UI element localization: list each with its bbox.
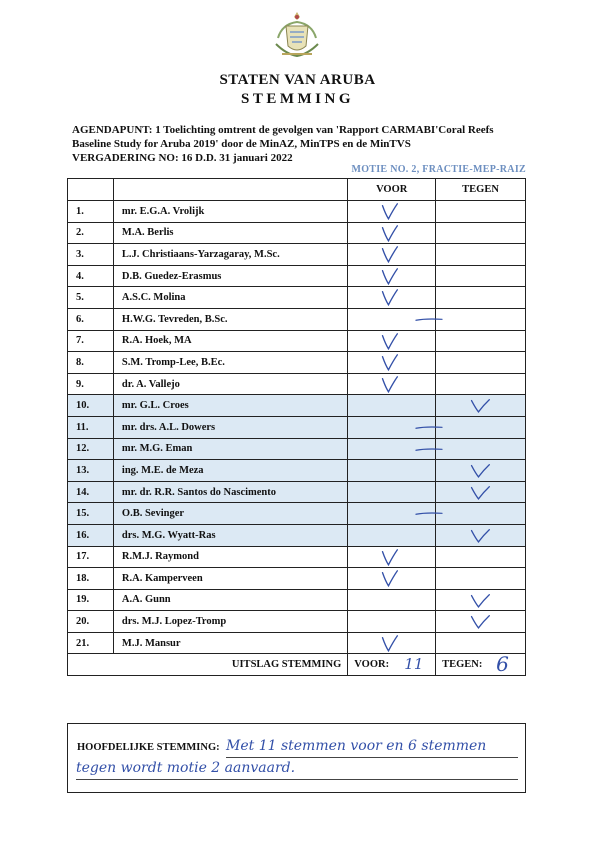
row-number: 1.	[68, 201, 114, 223]
tegen-checkmark-icon	[436, 611, 525, 632]
voor-checkmark-icon	[348, 244, 435, 265]
row-number: 2.	[68, 222, 114, 244]
voor-checkmark-icon	[348, 201, 435, 222]
tegen-cell	[436, 330, 526, 352]
row-number: 21.	[68, 632, 114, 654]
tegen-cell	[436, 416, 526, 438]
member-name: M.J. Mansur	[113, 632, 347, 654]
motie-label: MOTIE NO. 2, FRACTIE-MEP-RAIZ	[351, 164, 526, 175]
vote-row	[68, 287, 526, 309]
row-number: 6.	[68, 308, 114, 330]
voor-cell	[348, 222, 436, 244]
vote-row	[68, 308, 526, 330]
member-name: ing. M.E. de Meza	[113, 460, 347, 482]
voor-checkmark-icon	[348, 223, 435, 244]
abstain-dash-icon	[406, 309, 466, 330]
vote-row	[68, 330, 526, 352]
member-name: mr. dr. R.R. Santos do Nascimento	[113, 481, 347, 503]
member-name: mr. G.L. Croes	[113, 395, 347, 417]
abstain-dash-icon	[406, 417, 466, 438]
coat-of-arms-seal	[268, 8, 326, 64]
tegen-cell	[436, 589, 526, 611]
voor-checkmark-icon	[348, 352, 435, 373]
vote-table	[67, 178, 526, 676]
member-name: A.S.C. Molina	[113, 287, 347, 309]
member-name: O.B. Sevinger	[113, 503, 347, 525]
vote-row	[68, 416, 526, 438]
header-num-cell	[68, 179, 114, 201]
member-name: M.A. Berlis	[113, 222, 347, 244]
member-name: dr. A. Vallejo	[113, 373, 347, 395]
member-name: drs. M.G. Wyatt-Ras	[113, 524, 347, 546]
row-number: 16.	[68, 524, 114, 546]
tegen-checkmark-icon	[436, 395, 525, 416]
vote-row	[68, 460, 526, 482]
vote-row	[68, 503, 526, 525]
vote-row	[68, 438, 526, 460]
row-number: 9.	[68, 373, 114, 395]
member-name: H.W.G. Tevreden, B.Sc.	[113, 308, 347, 330]
tegen-cell	[436, 308, 526, 330]
underline-1	[226, 757, 518, 758]
tegen-count: 6	[496, 652, 509, 677]
vote-table-header	[68, 179, 526, 201]
voor-checkmark-icon	[348, 287, 435, 308]
voor-cell	[348, 611, 436, 633]
voor-cell	[348, 395, 436, 417]
voor-cell	[348, 632, 436, 654]
row-number: 19.	[68, 589, 114, 611]
member-name: D.B. Guedez-Erasmus	[113, 265, 347, 287]
doc-type-title: STEMMING	[240, 91, 354, 107]
tegen-cell	[436, 395, 526, 417]
voor-cell	[348, 265, 436, 287]
tegen-cell	[436, 568, 526, 590]
tegen-cell	[436, 632, 526, 654]
row-number: 11.	[68, 416, 114, 438]
row-number: 7.	[68, 330, 114, 352]
voor-checkmark-icon	[348, 374, 435, 395]
vote-row	[68, 395, 526, 417]
agenda-line-1: AGENDAPUNT: 1 Toelichting omtrent de gevolgen van 'Rapport CARMABI'Coral Reefs	[72, 124, 494, 136]
vote-row	[68, 632, 526, 654]
row-number: 20.	[68, 611, 114, 633]
voor-checkmark-icon	[348, 331, 435, 352]
vote-row	[68, 611, 526, 633]
vote-row	[68, 244, 526, 266]
final-vote-box	[67, 723, 526, 793]
vote-row	[68, 568, 526, 590]
voor-cell	[348, 568, 436, 590]
voor-cell	[348, 524, 436, 546]
voor-count: 11	[404, 655, 424, 674]
vote-row	[68, 352, 526, 374]
row-number: 13.	[68, 460, 114, 482]
row-number: 18.	[68, 568, 114, 590]
tegen-cell	[436, 222, 526, 244]
voor-cell	[348, 201, 436, 223]
tegen-cell	[436, 503, 526, 525]
voor-checkmark-icon	[348, 633, 435, 654]
tegen-checkmark-icon	[436, 460, 525, 481]
underline-2	[76, 779, 518, 780]
row-number: 5.	[68, 287, 114, 309]
vote-row	[68, 481, 526, 503]
member-name: R.A. Hoek, MA	[113, 330, 347, 352]
tegen-cell	[436, 201, 526, 223]
tegen-checkmark-icon	[436, 525, 525, 546]
tegen-cell	[436, 460, 526, 482]
row-number: 12.	[68, 438, 114, 460]
voor-cell	[348, 481, 436, 503]
handwritten-result-line-1: Met 11 stemmen voor en 6 stemmen	[226, 738, 487, 754]
row-number: 3.	[68, 244, 114, 266]
header-tegen: TEGEN	[436, 179, 526, 201]
meeting-line: VERGADERING NO: 16 D.D. 31 januari 2022	[72, 152, 293, 164]
tegen-cell	[436, 373, 526, 395]
voor-cell	[348, 460, 436, 482]
result-tegen-cell	[436, 654, 526, 676]
voor-checkmark-icon	[348, 547, 435, 568]
tegen-checkmark-icon	[436, 482, 525, 503]
voor-cell	[348, 287, 436, 309]
tegen-cell	[436, 438, 526, 460]
member-name: mr. E.G.A. Vrolijk	[113, 201, 347, 223]
tegen-cell	[436, 481, 526, 503]
agenda-line-2: Baseline Study for Aruba 2019' door de MinAZ, MinTPS en de MinTVS	[72, 138, 411, 150]
member-name: A.A. Gunn	[113, 589, 347, 611]
tegen-cell	[436, 611, 526, 633]
handwritten-result-line-2: tegen wordt motie 2 aanvaard.	[76, 760, 296, 776]
voor-cell	[348, 373, 436, 395]
tegen-checkmark-icon	[436, 590, 525, 611]
member-name: drs. M.J. Lopez-Tromp	[113, 611, 347, 633]
vote-row	[68, 373, 526, 395]
final-vote-label: HOOFDELIJKE STEMMING:	[77, 742, 220, 753]
voor-checkmark-icon	[348, 568, 435, 589]
vote-row	[68, 201, 526, 223]
tegen-cell	[436, 546, 526, 568]
vote-row	[68, 524, 526, 546]
row-number: 14.	[68, 481, 114, 503]
member-name: S.M. Tromp-Lee, B.Ec.	[113, 352, 347, 374]
result-row	[68, 654, 526, 676]
voor-checkmark-icon	[348, 266, 435, 287]
result-label: UITSLAG STEMMING	[68, 654, 348, 676]
vote-row	[68, 589, 526, 611]
row-number: 8.	[68, 352, 114, 374]
voor-cell	[348, 589, 436, 611]
voor-cell	[348, 244, 436, 266]
member-name: R.A. Kamperveen	[113, 568, 347, 590]
row-number: 4.	[68, 265, 114, 287]
row-number: 10.	[68, 395, 114, 417]
voor-cell	[348, 546, 436, 568]
agenda-block	[72, 123, 542, 165]
member-name: L.J. Christiaans-Yarzagaray, M.Sc.	[113, 244, 347, 266]
member-name: R.M.J. Raymond	[113, 546, 347, 568]
result-voor-label: VOOR:	[354, 659, 390, 671]
result-tegen-label: TEGEN:	[442, 659, 483, 671]
header-voor: VOOR	[348, 179, 436, 201]
member-name: mr. M.G. Eman	[113, 438, 347, 460]
header-name-cell	[113, 179, 347, 201]
org-title: STATEN VAN ARUBA	[219, 72, 376, 88]
tegen-cell	[436, 352, 526, 374]
vote-row	[68, 546, 526, 568]
abstain-dash-icon	[406, 503, 466, 524]
vote-row	[68, 222, 526, 244]
voor-cell	[348, 330, 436, 352]
result-voor-cell	[348, 654, 436, 676]
tegen-cell	[436, 524, 526, 546]
row-number: 15.	[68, 503, 114, 525]
voor-cell	[348, 352, 436, 374]
tegen-cell	[436, 265, 526, 287]
abstain-dash-icon	[406, 439, 466, 460]
row-number: 17.	[68, 546, 114, 568]
tegen-cell	[436, 244, 526, 266]
vote-row	[68, 265, 526, 287]
tegen-cell	[436, 287, 526, 309]
member-name: mr. drs. A.L. Dowers	[113, 416, 347, 438]
